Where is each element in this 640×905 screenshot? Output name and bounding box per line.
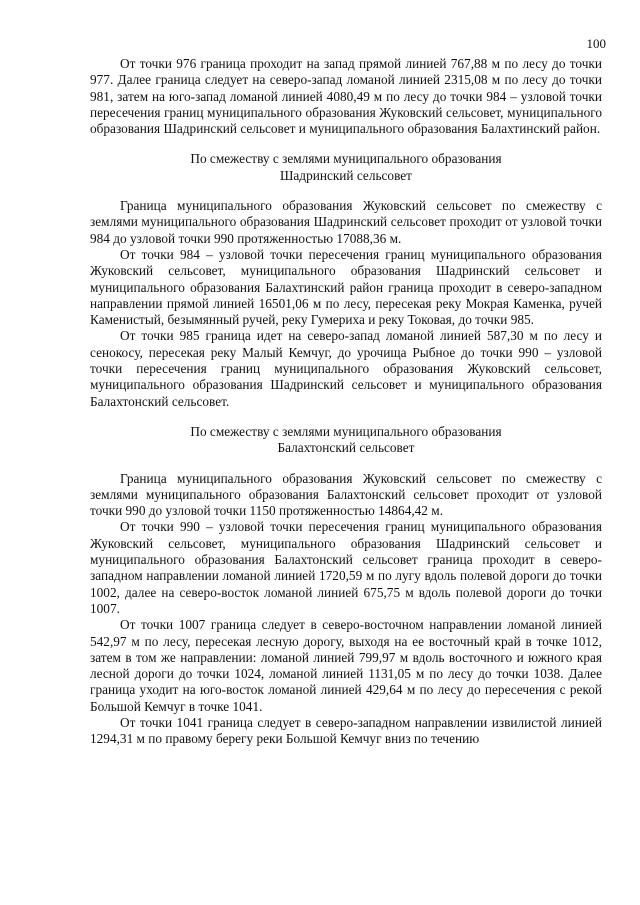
paragraph: От точки 1007 граница следует в северо-восточном направлении ломаной линией 542,97 м по лесу, пересекая лесную дорогу, выходя на ее восточный край в точке 1012, затем в том же направлении: ломаной линией 799,97 м вдоль восточного и южного края лесной дороги до точки 1024, ломаной линией 1131,05 м по лесу до точки 1038. Далее граница уходит на юго-восток ломаной линией 429,64 м по лесу до пересечения с рекой Большой Кемчуг в точке 1041. [90, 617, 602, 714]
section-heading-shadrinsky [90, 151, 602, 184]
paragraph: Граница муниципального образования Жуковский сельсовет по смежеству с землями муниципального образования Балахтонский сельсовет проходит от узловой точки 990 до узловой точки 1150 протяженностью 14864,42 м. [90, 470, 602, 519]
paragraph: От точки 984 – узловой точки пересечения границ муниципального образования Жуковский сельсовет, муниципального образования Шадринский сельсовет и муниципального образования Балахтинский район граница проходит в северо-западном направлении прямой линией 16501,06 м по лесу, пересекая реку Мокрая Каменка, ручей Каменистый, безымянный ручей, реку Гумериха и реку Токовая, до точки 985. [90, 246, 602, 328]
paragraph: От точки 990 – узловой точки пересечения границ муниципального образования Жуковский сельсовет, муниципального образования Шадринский сельсовет и муниципального образования Балахтонский сельсовет граница проходит в северо-западном направлении ломаной линией 1720,59 м по лугу вдоль полевой дороги до точки 1002, далее на северо-восток ломаной линией 675,75 м вдоль полевой дороги до точки 1007. [90, 519, 602, 616]
document-body [90, 56, 602, 748]
paragraph: От точки 985 граница идет на северо-запад ломаной линией 587,30 м по лесу и сенокосу, пересекая реку Малый Кемчуг, до урочища Рыбное до точки 990 – узловой точки пересечения границ муниципального образования Жуковский сельсовет, муниципального образования Шадринский сельсовет и муниципального образования Балахтонский сельсовет. [90, 328, 602, 409]
section-heading-line: Шадринский сельсовет [279, 167, 412, 183]
paragraph-intro: От точки 976 граница проходит на запад прямой линией 767,88 м по лесу до точки 977. Далее граница следует на северо-запад ломаной линией 2315,08 м по лесу до точки 981, затем на юго-запад ломаной линией 4080,49 м по лесу до точки 984 – узловой точки пересечения границ муниципального образования Жуковский сельсовет, муниципального образования Шадринский сельсовет и муниципального образования Балахтинский район. [90, 56, 602, 137]
paragraph: От точки 1041 граница следует в северо-западном направлении извилистой линией 1294,31 м по правому берегу реки Большой Кемчуг вниз по течению [90, 714, 602, 747]
section-heading-line: По смежеству с землями муниципального образования [190, 423, 502, 439]
page-number: 100 [586, 36, 606, 51]
section-heading-line: Балахтонский сельсовет [277, 440, 415, 456]
section-heading-line: По смежеству с землями муниципального образования [190, 151, 502, 167]
section-heading-balakhtonsky [90, 424, 602, 457]
paragraph: Граница муниципального образования Жуковский сельсовет по смежеству с землями муниципального образования Шадринский сельсовет проходит от узловой точки 984 до узловой точки 990 протяженностью 17088,36 м. [90, 198, 602, 246]
